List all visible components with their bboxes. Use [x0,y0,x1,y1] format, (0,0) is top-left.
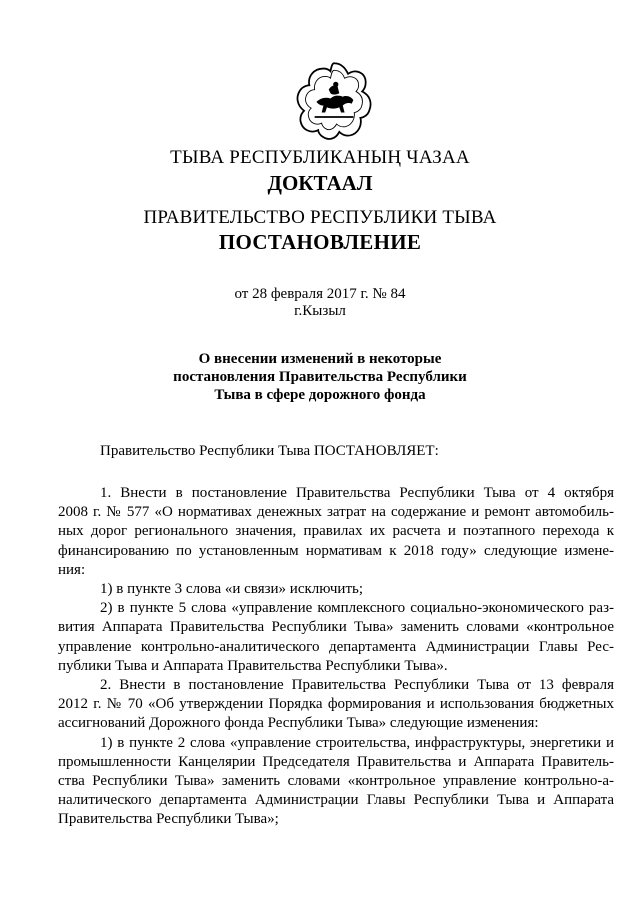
paragraph-1 [58,484,614,580]
text-line: промышленности Канцелярии Председателя Правительства и Аппарата Правитель- [58,753,614,770]
text-line: 2008 г. № 577 «О нормативах денежных затрат на содержание и ремонт автомобиль- [58,504,614,521]
header-gov-line: ПРАВИТЕЛЬСТВО РЕСПУБЛИКИ ТЫВА [143,207,497,228]
document-body [58,484,614,830]
document-date: от 28 февраля 2017 г. № 84 [234,286,406,302]
text-line: 2) в пункте 5 слова «управление комплексного социально-экономического раз- [100,600,614,617]
text-line: 1. Внести в постановление Правительства Республики Тыва от 4 октября [100,485,614,501]
tuva-coat-of-arms-icon [290,58,378,146]
text-line: ния: [58,561,86,578]
header-gov-doc-type: ПОСТАНОВЛЕНИЕ [218,230,422,254]
title-line: О внесении изменений в некоторые [198,351,442,367]
paragraph-1-item-2 [58,599,614,676]
intro-paragraph [58,442,614,461]
text-line: ассигнований Дорожного фонда Республики Тыва» следующие изменения: [58,715,539,732]
text-line: 1) в пункте 3 слова «и связи» исключить; [100,581,364,598]
document-title [0,350,640,404]
title-line: Тыва в сфере дорожного фонда [214,387,426,403]
text-line: Правительства Республики Тыва»; [58,811,279,828]
text-line: налитического департамента Администрации Главы Республики Тыва и Аппарата [58,792,614,809]
paragraph-1-item-1 [58,580,614,599]
header-tuva-line: ТЫВА РЕСПУБЛИКАНЫҢ ЧАЗАА [170,147,470,168]
text-line: финансированию по установленным нормативам к 2018 году» следующие измене- [58,542,614,559]
intro-text: Правительство Республики Тыва ПОСТАНОВЛЯЕТ: [100,443,439,459]
text-line: ства Республики Тыва» заменить словами «контрольное управление контрольно-а- [58,773,614,790]
text-line: ных дорог регионального значения, правилах их расчета и поэтапного перехода к [58,523,614,540]
text-line: 2012 г. № 70 «Об утверждении Порядка формирования и использования бюджетных [58,696,614,713]
text-line: управление контрольно-аналитического департамента Администрации Главы Рес- [58,638,614,655]
text-line: 2. Внести в постановление Правительства Республики Тыва от 13 февраля [100,677,614,694]
paragraph-2 [58,676,614,734]
document-city: г.Кызыл [294,303,346,319]
title-line: постановления Правительства Республики [173,369,467,385]
text-line: 1) в пункте 2 слова «управление строительства, инфраструктуры, энергетики и [100,734,614,751]
text-line: публики Тыва и Аппарата Правительства Республики Тыва». [58,657,448,674]
header-tuva-doc-type: ДОКТААЛ [267,171,373,195]
text-line: вития Аппарата Правительства Республики Тыва» заменить словами «контрольное [58,619,614,636]
paragraph-2-item-1 [58,734,614,830]
